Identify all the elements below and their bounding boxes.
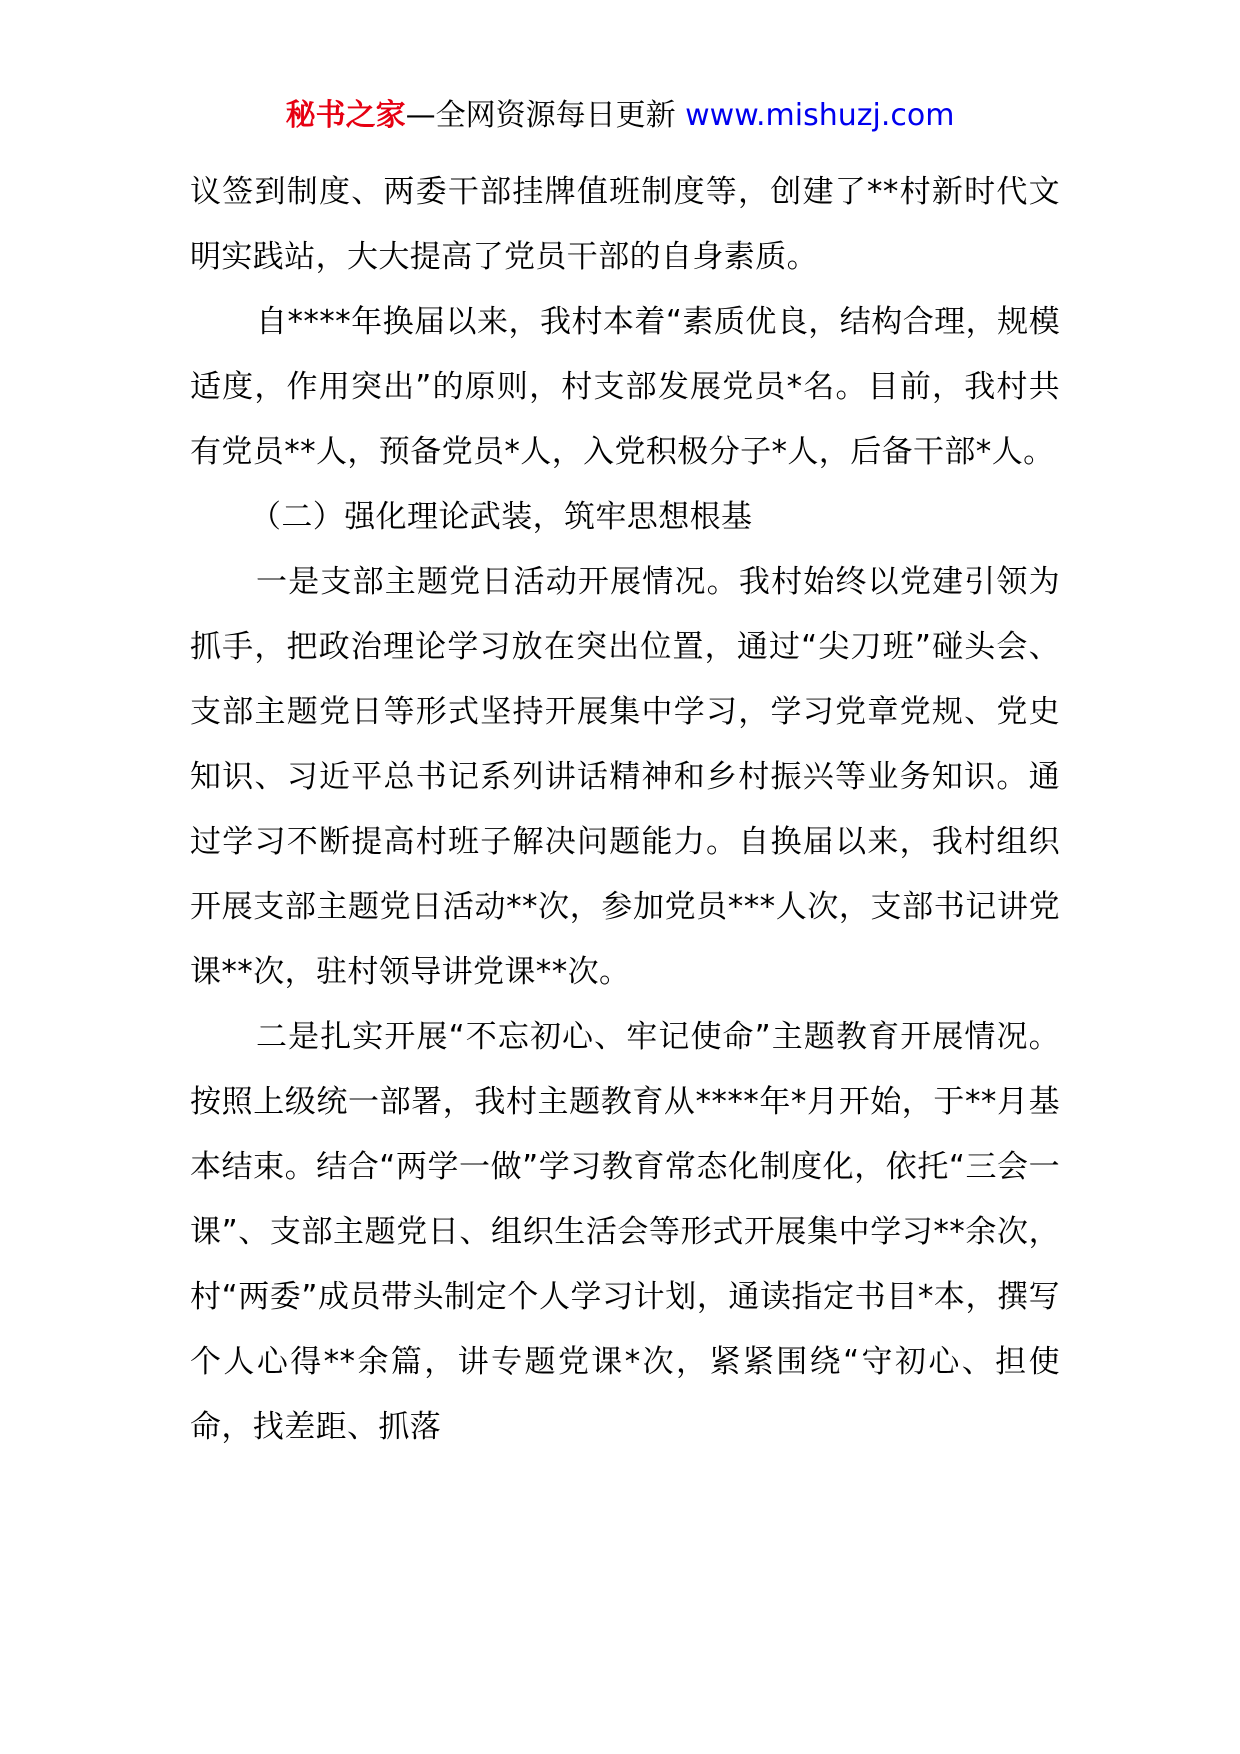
header-slogan: —全网资源每日更新 — [405, 98, 686, 133]
document-body — [190, 160, 1060, 1460]
paragraph-theme-education: 二是扎实开展“不忘初心、牢记使命”主题教育开展情况。按照上级统一部署，我村主题教育从****年*月开始，于**月基本结束。结合“两学一做”学习教育常态化制度化，依托“三会一课”、支部主题党日、组织生活会等形式开展集中学习**余次，村“两委”成员带头制定个人学习计划，通读指定书目*本，撰写个人心得**余篇，讲专题党课*次，紧紧围绕“守初心、担使命，找差距、抓落 — [190, 1019, 1060, 1445]
brand-name: 秘书之家 — [285, 98, 406, 133]
paragraph-continuation: 议签到制度、两委干部挂牌值班制度等，创建了**村新时代文明实践站，大大提高了党员干部的自身素质。 — [190, 174, 1060, 275]
site-url-link[interactable]: www.mishuzj.com — [685, 98, 955, 133]
paragraph-party-members: 自****年换届以来，我村本着“素质优良，结构合理，规模适度，作用突出”的原则，村支部发展党员*名。目前，我村共有党员**人，预备党员*人，入党积极分子*人，后备干部*人。 — [190, 304, 1060, 470]
paragraph-theme-day: 一是支部主题党日活动开展情况。我村始终以党建引领为抓手，把政治理论学习放在突出位置，通过“尖刀班”碰头会、支部主题党日等形式坚持开展集中学习，学习党章党规、党史知识、习近平总书记系列讲话精神和乡村振兴等业务知识。通过学习不断提高村班子解决问题能力。自换届以来，我村组织开展支部主题党日活动**次，参加党员***人次，支部书记讲党课**次，驻村领导讲党课**次。 — [190, 564, 1060, 990]
section-heading: （二）强化理论武装，筑牢思想根基 — [250, 499, 753, 535]
site-header — [0, 96, 1240, 136]
